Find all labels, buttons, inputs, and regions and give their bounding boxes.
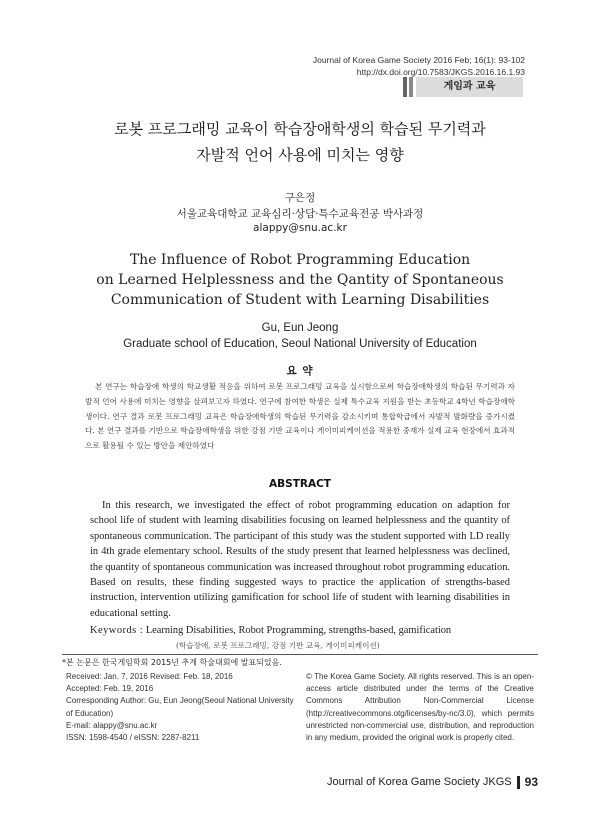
- title-english-line3: Communication of Student with Learning Disabilities: [110, 292, 490, 308]
- title-korean-line1: 로봇 프로그래밍 교육이 학습장애학생의 학습된 무기력과: [114, 120, 486, 138]
- section-tag: [403, 77, 523, 97]
- abstract-korean-body: 본 연구는 학습장애 학생의 학교생활 적응을 위하여 로봇 프로그래밍 교육을 실시함으로써 학습장애학생의 학습된 무기력과 자발적 언어 사용에 미치는 영향을 살펴보고자 하였다. 연구에 참여한 학생은 실제 특수교육 지원을 받는 초등학교 4학년 학습장애학생이다. 연구 결과 로봇 프로그래밍 교육은 학습장애학생의 학습된 무기력을 감소시키며 통합학급에서 자발적 발화량을 증가시켰다. 본 연구 결과를 기반으로 학습장애학생을 위한 강점 기반 교육이나 게이미피케이션을 적용한 중재가 실제 교육 현장에서 효과적으로 활용될 수 있는 방안을 제안하였다: [85, 382, 515, 451]
- footer-journal: Journal of Korea Game Society JKGS: [326, 776, 512, 788]
- footer-separator: [517, 776, 520, 789]
- journal-citation: Journal of Korea Game Society 2016 Feb; 16(1): 93-102: [312, 55, 525, 65]
- dates-row: [66, 671, 294, 683]
- keywords: [90, 625, 451, 636]
- title-korean: [0, 116, 600, 168]
- author-affiliation-korean: 서울교육대학교 교육심리·상담·특수교육전공 박사과정: [176, 208, 424, 220]
- author-name-korean: 구은정: [284, 192, 316, 204]
- issn: ISSN: 1598-4540 / eISSN: 2287-8211: [66, 733, 200, 743]
- title-korean-line2: 자발적 언어 사용에 미치는 영향: [196, 146, 404, 164]
- keywords-english: Learning Disabilities, Robot Programming, strengths-based, gamification: [145, 625, 452, 636]
- title-english-line2: on Learned Helplessness and the Qantity of Spontaneous: [96, 272, 504, 288]
- abstract-korean-heading: 요 약: [286, 365, 314, 377]
- footnote: *본 논문은 한국게임학회 2015년 추계 학술대회에 발표되었음.: [62, 658, 282, 667]
- article-info: [66, 671, 294, 744]
- author-email[interactable]: alappy@snu.ac.kr: [253, 222, 347, 234]
- title-english: [0, 250, 600, 310]
- page-footer: [327, 775, 538, 789]
- tag-bar-decoration: [403, 77, 407, 97]
- section-tag-label: 게임과 교육: [416, 77, 523, 97]
- corresponding-author: Corresponding Author: Gu, Eun Jeong(Seoul National University of Education): [66, 696, 294, 718]
- received-date: Received: Jan. 7, 2016: [66, 672, 148, 681]
- accepted-date: Accepted: Feb. 19, 2016: [66, 684, 154, 694]
- corresponding-email[interactable]: E-mail: alappy@snu.ac.kr: [66, 720, 158, 730]
- author-name-english: Gu, Eun Jeong: [261, 322, 339, 334]
- tag-bar-decoration: [409, 77, 413, 97]
- abstract-english-heading: ABSTRACT: [269, 478, 331, 490]
- doi-link[interactable]: http://dx.doi.org/10.7583/JKGS.2016.16.1.93: [356, 67, 525, 77]
- title-english-line1: The Influence of Robot Programming Education: [129, 252, 471, 268]
- footnote-divider: [62, 654, 538, 655]
- revised-date: Revised: Feb. 18, 2016: [150, 672, 233, 681]
- abstract-english-body: In this research, we investigated the effect of robot programming education on adaption for school life of student with learning disabilities focusing on learned helplessness and the quantity of spontaneous communication. The participant of this study was the student supported with LD really in 4th grade elementary school. Results of the study present that learned helplessness was declined, the quantity of spontaneous communication was increased throughout robot programming education. Based on results, these finding suggested ways to practice the application of strengths-based instruction, intervention utilizing gamification for school life of student with learning disabilities in educational setting.: [90, 500, 510, 619]
- keywords-label: Keywords :: [90, 625, 144, 636]
- author-affiliation-english: Graduate school of Education, Seoul National University of Education: [123, 338, 477, 350]
- license-text: © The Korea Game Society. All rights reserved. This is an open-access article distributed under the terms of the Creative Commons Attribution Non-Commercial License (http://creativecommons.otg/licenses/by-nc/3.0), which permits unrestricted non-commercial use, distribution, and reproduction in any medium, provided the original work is properly cited.: [306, 672, 534, 743]
- page-number: 93: [524, 775, 538, 789]
- keywords-korean: (학습장애, 로봇 프로그래밍, 강점 기반 교육, 게이미피케이션): [176, 641, 380, 650]
